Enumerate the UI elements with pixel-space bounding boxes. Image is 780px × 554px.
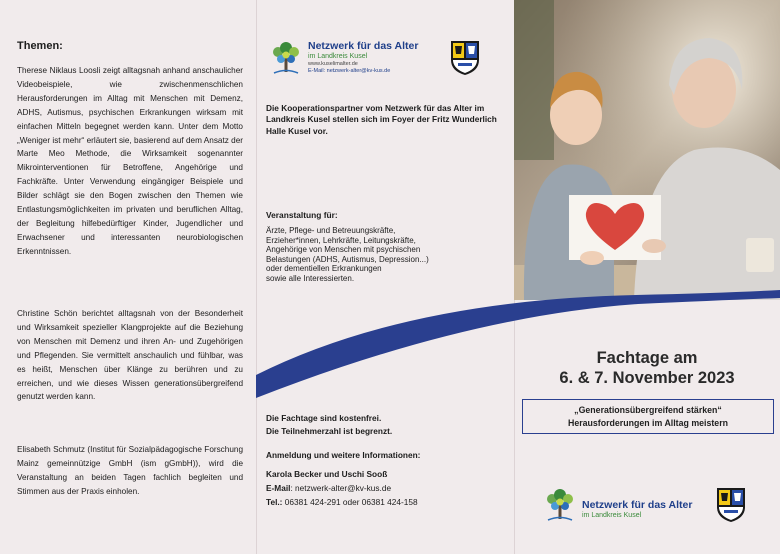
kooperation-text: Die Kooperationspartner vom Netzwerk für das Alter im Landkreis Kusel stellen sich im Foyer der Fritz Wunderlich Halle Kusel vor. [266, 103, 497, 136]
kosten-line: Die Teilnehmerzahl ist begrenzt. [266, 425, 393, 436]
audience-line: Erzieher*innen, Lehrkräfte, Leitungskräfte, [266, 235, 416, 245]
event-subtitle-box [522, 399, 774, 434]
veranstaltung-label: Veranstaltung für: [266, 210, 338, 220]
kosten-line: Die Fachtage sind kostenfrei. [266, 413, 382, 423]
tel-value: 06381 424-291 oder 06381 424-158 [282, 497, 418, 507]
themen-heading: Themen: [17, 40, 63, 52]
logo-website[interactable]: www.kuselimalter.de [308, 61, 358, 67]
themen-paragraph-loosli: Therese Niklaus Loosli zeigt alltagsnah anhand anschaulicher Videobeispiele, wie zwischenmenschlichen Herausforderungen im Alltag mit Menschen mit Demenz, ADHS, Autismus, psychischen Erkrankungen wirksam mit einfachen Mitteln begegnet werden kann. Unter dem Motto „Weniger ist mehr“ erläutert sie, basierend auf dem Ansatz der Marte Meo Methode, die Wirksamkeit sogenannter Mikrointerventionen für Betroffene, Angehörige und Fachkräfte. Unter Verwendung eingängiger Beispiele und Bilder schlägt sie den Bogen zwischen den Themen wie Entlastungsmöglichkeiten im privaten und beruflichen Alltag, der Begleitung hilfebedürftiger Kinder, Jugendlicher und Erwachsener und interessanten neurobiologischen Erkenntnissen. [17, 66, 243, 256]
email-label: E-Mail [266, 483, 291, 493]
event-motto: „Generationsübergreifend stärken“ [574, 405, 722, 415]
anmeldung-label: Anmeldung und weitere Informationen: [266, 450, 421, 460]
event-title-line1: Fachtage am [596, 349, 698, 367]
audience-line: sowie alle Interessierten. [266, 273, 355, 283]
tel-label: Tel.: [266, 497, 283, 507]
event-title [514, 348, 780, 388]
blue-wave-decoration [256, 0, 780, 554]
email-link[interactable]: : netzwerk-alter@kv-kus.de [290, 483, 392, 493]
coat-of-arms-icon [716, 487, 746, 523]
audience-line: Ärzte, Pflege- und Betreuungskräfte, [266, 226, 396, 235]
themen-paragraph-schoen: Christine Schön berichtet alltagsnah von der Besonderheit und Wirksamkeit spezieller Klangprojekte auf die Beziehung von Menschen mit Demenz und ihren An- und Zugehörigen und Pflegenden. Sie vermittelt anschaulich und fühlbar, was es heißt, Menschen über Klänge zu berühren und zu erreichen, und wie dieses Wissen generationsübergreifend genutzt werden kann. [17, 309, 243, 402]
netzwerk-logo-bottom [542, 487, 692, 523]
logo-title: Netzwerk für das Alter [308, 40, 419, 52]
logo-title: Netzwerk für das Alter [582, 499, 693, 511]
logo-subtitle: im Landkreis Kusel [582, 512, 642, 519]
audience-line: Angehörige von Menschen mit psychischen [266, 245, 421, 255]
left-panel [0, 0, 256, 554]
logo-email[interactable]: E-Mail: netzwerk-alter@kv-kus.de [308, 68, 391, 74]
right-panel [514, 0, 780, 554]
contact-names: Karola Becker und Uschi Sooß [266, 469, 388, 479]
logo-subtitle: im Landkreis Kusel [308, 53, 368, 60]
audience-line: Belastungen (ADHS, Autismus, Depression...) [266, 254, 429, 264]
audience-line: oder dementiellen Erkrankungen [266, 264, 382, 274]
event-subtitle: Herausforderungen im Alltag meistern [567, 417, 728, 428]
event-date: 6. & 7. November 2023 [559, 369, 735, 387]
tree-logo-icon [542, 487, 578, 523]
themen-paragraph-schmutz: Elisabeth Schmutz (Institut für Sozialpädagogische Forschung Mainz gemeinnützige GmbH (ism gGmbH)), wird die Veranstaltung an beiden Tagen fachlich begleiten und Stimmen aus der Praxis einholen. [17, 445, 243, 496]
